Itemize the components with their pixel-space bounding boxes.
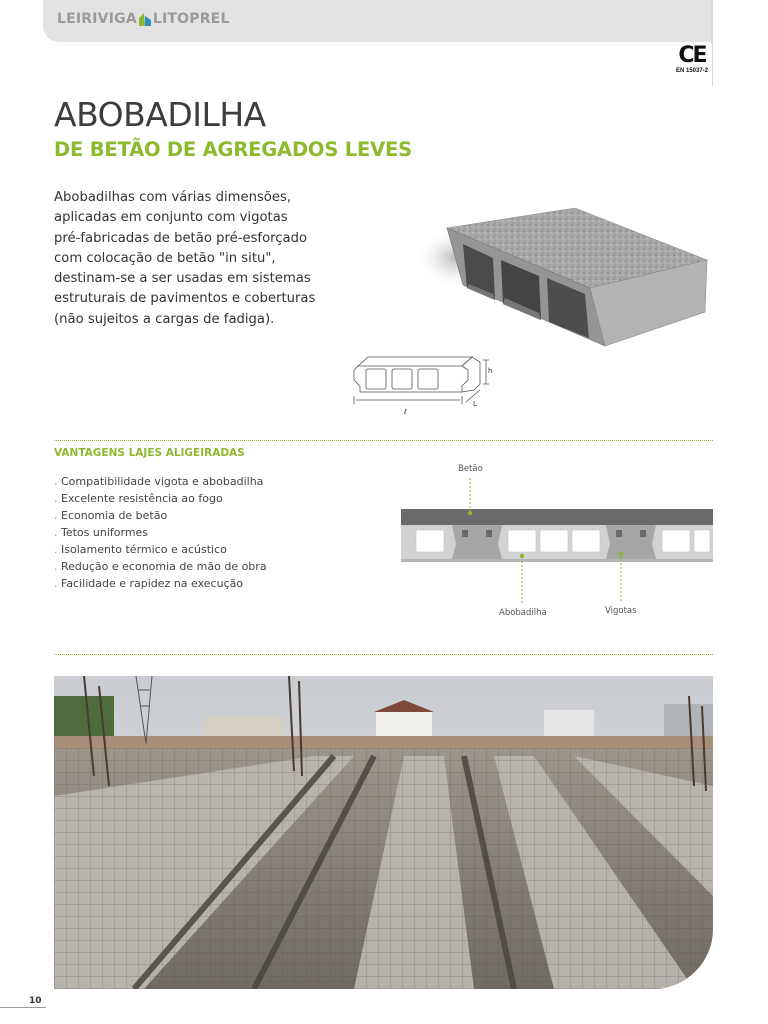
intro-line: estruturais de pavimentos e coberturas — [54, 291, 316, 307]
intro-line: destinam-se a ser usadas em sistemas — [54, 271, 311, 287]
bullet: . — [54, 509, 58, 522]
slab-section-diagram — [398, 460, 716, 625]
list-item — [54, 473, 267, 490]
page-subtitle: DE BETÃO DE AGREGADOS LEVES — [54, 138, 412, 161]
label-joists: Vigotas — [605, 606, 637, 616]
list-item — [54, 558, 267, 575]
list-item-text: Isolamento térmico e acústico — [61, 543, 227, 556]
intro-line: aplicadas em conjunto com vigotas — [54, 210, 288, 226]
list-item-text: Facilidade e rapidez na execução — [61, 577, 244, 590]
block-technical-drawing — [350, 352, 500, 424]
footer-line — [0, 1007, 46, 1008]
bullet: . — [54, 543, 58, 556]
list-item — [54, 541, 267, 558]
ce-mark: CE — [678, 43, 706, 68]
construction-site-photo — [54, 676, 713, 989]
ce-certification — [672, 44, 712, 86]
intro-line: Abobadilhas com várias dimensões, — [54, 190, 292, 205]
drawing-label-width: L — [473, 400, 477, 408]
bullet: . — [54, 526, 58, 539]
list-item — [54, 575, 267, 592]
advantages-title: VANTAGENS LAJES ALIGEIRADAS — [54, 447, 245, 459]
bullet: . — [54, 560, 58, 573]
bullet: . — [54, 475, 58, 488]
intro-line: pré-fabricadas de betão pré-esforçado — [54, 230, 308, 246]
label-block: Abobadilha — [499, 608, 547, 618]
section-divider — [54, 654, 713, 655]
brand-logo — [57, 11, 230, 27]
intro-line: com colocação de betão "in situ", — [54, 250, 276, 266]
block-product-photo — [415, 200, 715, 360]
page-title: ABOBADILHA — [54, 95, 266, 134]
section-divider — [54, 440, 713, 441]
list-item-text: Redução e economia de mão de obra — [61, 560, 267, 573]
label-concrete: Betão — [458, 464, 483, 474]
page-number: 10 — [29, 996, 42, 1006]
brand-right: LITOPREL — [152, 11, 230, 27]
bullet: . — [54, 577, 58, 590]
advantages-list — [54, 473, 267, 592]
bullet: . — [54, 492, 58, 505]
list-item-text: Tetos uniformes — [61, 526, 149, 539]
list-item-text: Economia de betão — [61, 509, 168, 522]
drawing-label-height: h — [488, 367, 493, 375]
drawing-label-length: ℓ — [404, 408, 407, 416]
list-item — [54, 524, 267, 541]
brand-left: LEIRIVIGA — [57, 11, 137, 27]
list-item-text: Excelente resistência ao fogo — [61, 492, 223, 505]
intro-paragraph — [54, 188, 324, 330]
list-item — [54, 490, 267, 507]
brand-mark-icon — [138, 12, 152, 27]
intro-line: (não sujeitos a cargas de fadiga). — [54, 311, 275, 327]
ce-norm: EN 15037-2 — [675, 68, 709, 74]
list-item — [54, 507, 267, 524]
list-item-text: Compatibilidade vigota e abobadilha — [61, 475, 264, 488]
